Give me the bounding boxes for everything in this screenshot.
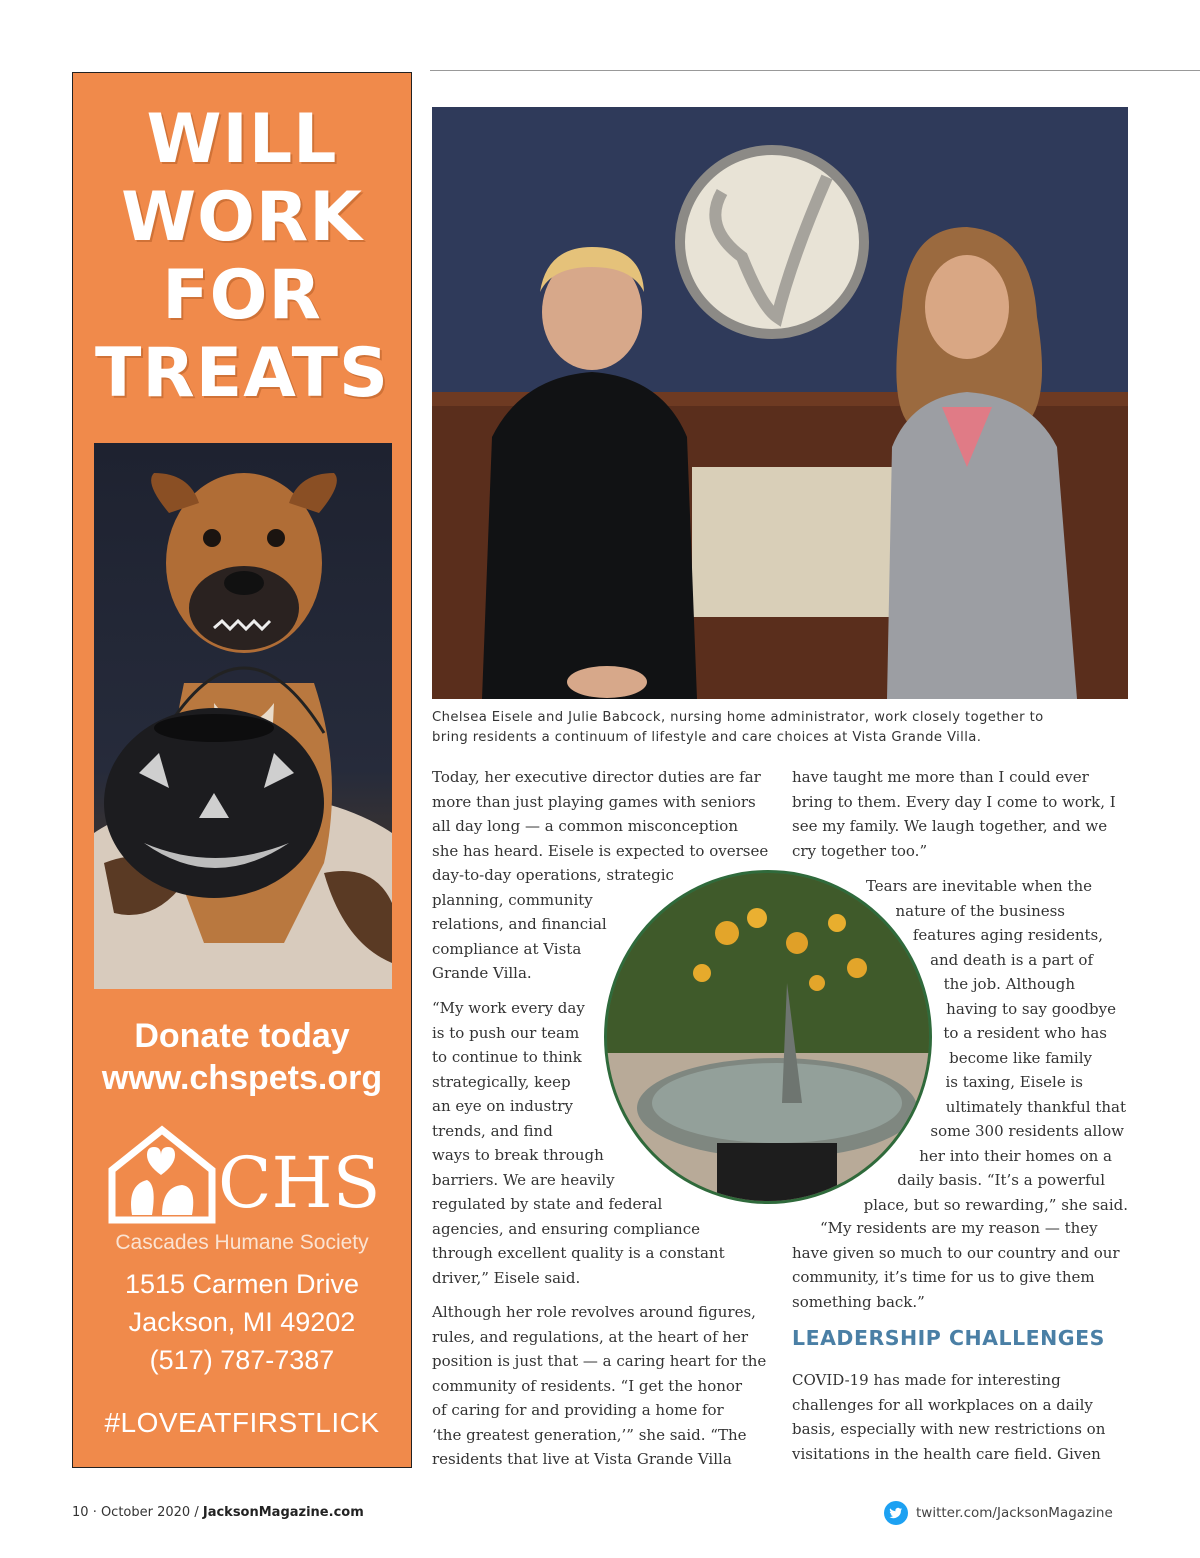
- twitter-icon[interactable]: [884, 1501, 908, 1525]
- text-line: regulated by state and federal: [432, 1195, 663, 1213]
- text-line: see my family. We laugh together, and we: [792, 817, 1108, 835]
- footer-separator-slash: /: [194, 1505, 203, 1520]
- staff-portrait-photo: [432, 107, 1128, 699]
- text-line: is taxing, Eisele is: [945, 1073, 1083, 1091]
- text-line: she has heard. Eisele is expected to oversee: [432, 841, 769, 860]
- text-line: barriers. We are heavily: [432, 1170, 615, 1189]
- text-line: features aging residents,: [912, 926, 1103, 944]
- text-line: challenges for all workplaces on a daily: [792, 1395, 1093, 1414]
- text-line: place, but so rewarding,” she said.: [863, 1195, 1128, 1214]
- text-line: Grande Villa.: [432, 964, 532, 982]
- donate-line: Donate today: [134, 1017, 350, 1055]
- ad-headline: [73, 101, 411, 413]
- donate-callout: [73, 1015, 411, 1099]
- dog-with-pumpkin-photo: [94, 443, 392, 989]
- text-line: visitations in the health care field. Given: [792, 1444, 1101, 1463]
- text-line: Today, her executive director duties are far: [432, 768, 761, 786]
- text-line: COVID-19 has made for interesting: [792, 1371, 1061, 1389]
- text-line: is to push our team: [432, 1023, 580, 1042]
- text-line: all day long — a common misconception: [432, 817, 738, 835]
- text-line: to a resident who has: [943, 1024, 1107, 1042]
- caption-line: bring residents a continuum of lifestyle and care choices at Vista Grande Villa.: [432, 730, 982, 745]
- chs-logo-text: CHS: [218, 1142, 381, 1224]
- column-1-paragraph-3: [432, 1300, 766, 1472]
- donate-url[interactable]: www.chspets.org: [101, 1059, 383, 1097]
- text-line: her into their homes on a: [919, 1146, 1112, 1165]
- humane-society-ad: [72, 72, 412, 1468]
- section-heading: LEADERSHIP CHALLENGES: [792, 1326, 1105, 1350]
- text-line: through excellent quality is a constant: [432, 1244, 725, 1262]
- text-line: day-to-day operations, strategic: [432, 866, 674, 884]
- column-2-paragraph-1: [792, 765, 1116, 863]
- caption-line: Chelsea Eisele and Julie Babcock, nursing home administrator, work closely together to: [432, 710, 1044, 725]
- photo-caption: [432, 708, 1132, 748]
- text-line: ultimately thankful that: [945, 1097, 1126, 1116]
- text-line: to continue to think: [432, 1048, 582, 1066]
- top-rule-divider: [430, 70, 1200, 71]
- issue-date: October 2020: [100, 1505, 191, 1520]
- text-line: position is just that — a caring heart for the: [432, 1352, 767, 1370]
- text-line: planning, community: [432, 890, 593, 909]
- text-line: Although her role revolves around figures,: [432, 1303, 756, 1321]
- ad-headline-line: WORK: [121, 178, 363, 257]
- text-line: daily basis. “It’s a powerful: [897, 1171, 1105, 1189]
- text-line: residents that live at Vista Grande Villa: [432, 1450, 732, 1468]
- text-line: cry together too.”: [792, 841, 928, 860]
- text-line: agencies, and ensuring compliance: [432, 1219, 700, 1238]
- text-line: driver,” Eisele said.: [432, 1268, 581, 1287]
- text-line: “My work every day: [432, 999, 585, 1017]
- text-line: Tears are inevitable when the: [865, 877, 1092, 895]
- address-city: Jackson, MI 49202: [128, 1307, 356, 1337]
- text-line: have given so much to our country and our: [792, 1243, 1120, 1262]
- footer-separator-dot: ·: [92, 1505, 101, 1520]
- ad-headline-line: WILL: [146, 100, 338, 179]
- text-line: compliance at Vista: [432, 939, 582, 958]
- text-line: nature of the business: [895, 901, 1065, 920]
- text-line: ways to break through: [432, 1146, 604, 1164]
- text-line: something back.”: [792, 1292, 925, 1311]
- text-line: strategically, keep: [432, 1072, 571, 1091]
- twitter-handle-link[interactable]: twitter.com/JacksonMagazine: [916, 1505, 1113, 1521]
- text-line: rules, and regulations, at the heart of her: [432, 1327, 749, 1346]
- chs-house-logo-icon: [107, 1125, 217, 1225]
- text-line: some 300 residents allow: [930, 1122, 1124, 1140]
- text-line: community, it’s time for us to give them: [792, 1268, 1095, 1286]
- ad-hashtag: #LOVEATFIRSTLICK: [104, 1407, 380, 1438]
- text-line: relations, and financial: [432, 915, 607, 933]
- org-address: [73, 1265, 411, 1379]
- text-line: more than just playing games with seniors: [432, 792, 756, 811]
- text-line: and death is a part of: [930, 950, 1093, 969]
- org-name: Cascades Humane Society: [115, 1231, 369, 1254]
- text-line: an eye on industry: [432, 1097, 573, 1115]
- text-line: become like family: [949, 1048, 1092, 1067]
- column-2-paragraph-3: [792, 1216, 1120, 1314]
- address-street: 1515 Carmen Drive: [124, 1269, 360, 1299]
- sundial-photo: [604, 870, 932, 1204]
- text-line: of caring for and providing a home for: [432, 1401, 724, 1419]
- ad-headline-line: TREATS: [95, 334, 389, 413]
- column-2-paragraph-4: [792, 1368, 1105, 1466]
- page-footer-right: [884, 1500, 1113, 1526]
- text-line: community of residents. “I get the honor: [432, 1376, 743, 1395]
- page-number: 10: [72, 1505, 89, 1520]
- text-line: ‘the greatest generation,’” she said. “The: [432, 1425, 747, 1444]
- text-line: basis, especially with new restrictions on: [792, 1420, 1106, 1438]
- text-line: bring to them. Every day I come to work, I: [792, 792, 1116, 811]
- page-footer-left: [72, 1505, 364, 1520]
- site-link[interactable]: JacksonMagazine.com: [202, 1505, 364, 1520]
- ad-headline-line: FOR: [162, 256, 322, 335]
- address-phone: (517) 787-7387: [149, 1345, 335, 1375]
- text-line: “My residents are my reason — they: [820, 1219, 1098, 1237]
- text-line: have taught me more than I could ever: [792, 768, 1089, 786]
- text-line: the job. Although: [943, 975, 1075, 993]
- text-line: having to say goodbye: [946, 999, 1116, 1018]
- text-line: trends, and find: [432, 1121, 553, 1140]
